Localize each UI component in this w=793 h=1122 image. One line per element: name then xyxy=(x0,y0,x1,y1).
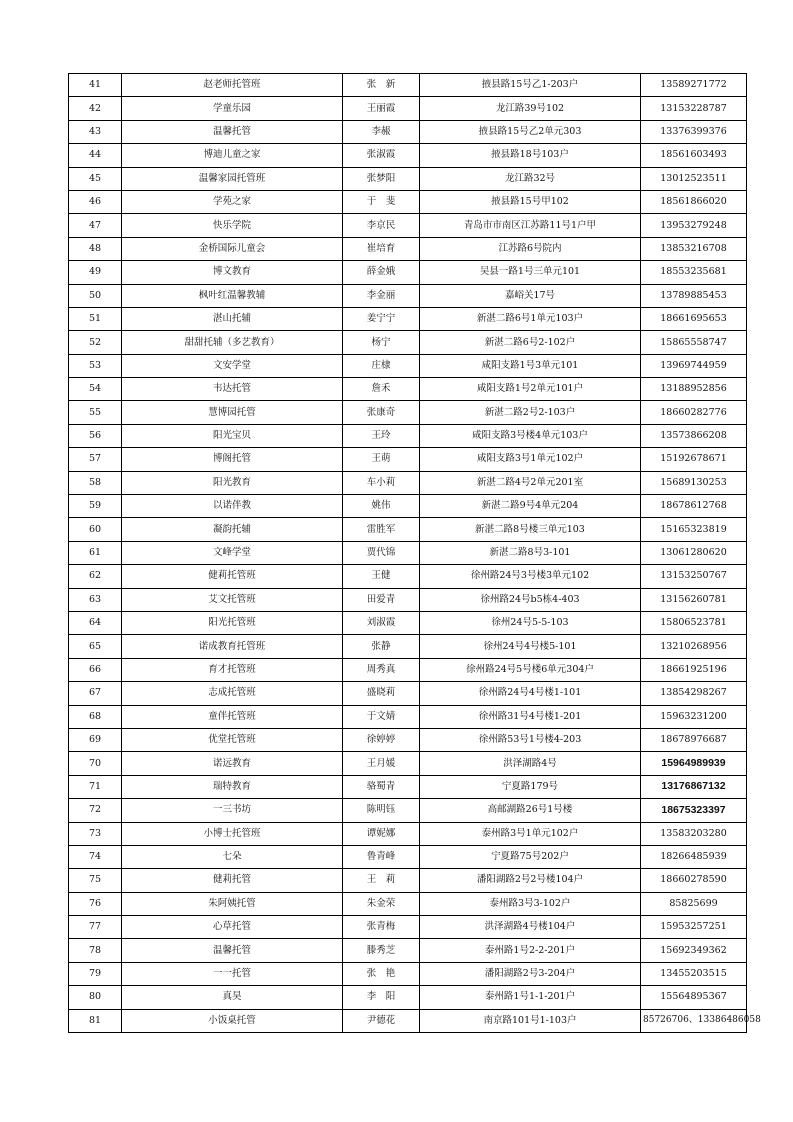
table-row xyxy=(69,120,747,143)
row-number-cell: 64 xyxy=(69,611,122,634)
institution-name-cell: 真昊 xyxy=(122,986,343,1009)
institution-name-cell: 甜甜托辅（多艺教育） xyxy=(122,331,343,354)
row-number-cell: 63 xyxy=(69,588,122,611)
table-row xyxy=(69,378,747,401)
phone-number-cell: 18678612768 xyxy=(641,495,747,518)
phone-number-cell: 13853216708 xyxy=(641,237,747,260)
phone-number-cell: 13188952856 xyxy=(641,378,747,401)
contact-person-cell: 张 艳 xyxy=(343,962,420,985)
phone-number-cell: 13573866208 xyxy=(641,424,747,447)
row-number-cell: 66 xyxy=(69,658,122,681)
address-cell: 泰州路1号2-2-201户 xyxy=(420,939,641,962)
phone-number-cell: 18661695653 xyxy=(641,307,747,330)
phone-number-cell: 13455203515 xyxy=(641,962,747,985)
address-cell: 掖县路15号甲102 xyxy=(420,190,641,213)
address-cell: 掖县路15号乙2单元303 xyxy=(420,120,641,143)
contact-person-cell: 李赧 xyxy=(343,120,420,143)
address-cell: 潘阳湖路2号2号楼104户 xyxy=(420,869,641,892)
contact-person-cell: 李金丽 xyxy=(343,284,420,307)
contact-person-cell: 王丽霞 xyxy=(343,97,420,120)
row-number-cell: 47 xyxy=(69,214,122,237)
table-row xyxy=(69,144,747,167)
phone-number-cell: 85726706、13386486058 xyxy=(641,1009,747,1032)
institution-name-cell: 慧博园托管 xyxy=(122,401,343,424)
institution-name-cell: 阳光教育 xyxy=(122,471,343,494)
phone-number-cell: 15964989939 xyxy=(641,752,747,775)
address-cell: 徐州24号4号楼5-101 xyxy=(420,635,641,658)
institution-name-cell: 心草托管 xyxy=(122,916,343,939)
table-row xyxy=(69,167,747,190)
institution-name-cell: 诺成教育托管班 xyxy=(122,635,343,658)
table-row xyxy=(69,845,747,868)
institution-name-cell: 温馨托管 xyxy=(122,939,343,962)
contact-person-cell: 骆蜀青 xyxy=(343,775,420,798)
address-cell: 龙江路39号102 xyxy=(420,97,641,120)
phone-number-cell: 18561866020 xyxy=(641,190,747,213)
institution-name-cell: 博阁托管 xyxy=(122,448,343,471)
row-number-cell: 54 xyxy=(69,378,122,401)
table-row xyxy=(69,284,747,307)
phone-number-cell: 13156260781 xyxy=(641,588,747,611)
contact-person-cell: 姜宁宁 xyxy=(343,307,420,330)
table-row xyxy=(69,962,747,985)
row-number-cell: 78 xyxy=(69,939,122,962)
address-cell: 高邮湖路26号1号楼 xyxy=(420,799,641,822)
address-cell: 宁夏路179号 xyxy=(420,775,641,798)
roster-body xyxy=(69,74,761,1033)
row-number-cell: 53 xyxy=(69,354,122,377)
address-cell: 徐州24号5-5-103 xyxy=(420,611,641,634)
institution-name-cell: 温馨托管 xyxy=(122,120,343,143)
institution-name-cell: 湛山托辅 xyxy=(122,307,343,330)
row-number-cell: 73 xyxy=(69,822,122,845)
row-number-cell: 62 xyxy=(69,565,122,588)
phone-number-cell: 13176867132 xyxy=(641,775,747,798)
institution-name-cell: 文安学堂 xyxy=(122,354,343,377)
phone-number-cell: 15564895367 xyxy=(641,986,747,1009)
contact-person-cell: 詹禾 xyxy=(343,378,420,401)
institution-name-cell: 小饭桌托管 xyxy=(122,1009,343,1032)
phone-number-cell: 13153250767 xyxy=(641,565,747,588)
institution-name-cell: 金桥国际儿童会 xyxy=(122,237,343,260)
row-number-cell: 71 xyxy=(69,775,122,798)
institution-name-cell: 小博士托管班 xyxy=(122,822,343,845)
contact-person-cell: 周秀真 xyxy=(343,658,420,681)
phone-number-cell: 15692349362 xyxy=(641,939,747,962)
table-row xyxy=(69,471,747,494)
phone-number-cell: 13061280620 xyxy=(641,541,747,564)
address-cell: 新湛二路6号2-102户 xyxy=(420,331,641,354)
institution-name-cell: 博文教育 xyxy=(122,261,343,284)
row-number-cell: 74 xyxy=(69,845,122,868)
institution-name-cell: 一三书坊 xyxy=(122,799,343,822)
address-cell: 吴县一路1号三单元101 xyxy=(420,261,641,284)
address-cell: 咸阳支路1号2单元101户 xyxy=(420,378,641,401)
contact-person-cell: 王 莉 xyxy=(343,869,420,892)
phone-number-cell: 18660278590 xyxy=(641,869,747,892)
address-cell: 徐州路24号5号楼6单元304户 xyxy=(420,658,641,681)
row-number-cell: 57 xyxy=(69,448,122,471)
contact-person-cell: 朱金荣 xyxy=(343,892,420,915)
contact-person-cell: 贾代锦 xyxy=(343,541,420,564)
row-number-cell: 48 xyxy=(69,237,122,260)
address-cell: 新湛二路9号4单元204 xyxy=(420,495,641,518)
phone-number-cell: 13854298267 xyxy=(641,682,747,705)
address-cell: 泰州路3号3-102户 xyxy=(420,892,641,915)
institution-name-cell: 博迪儿童之家 xyxy=(122,144,343,167)
phone-number-cell: 13589271772 xyxy=(641,74,747,97)
institution-name-cell: 凝韵托辅 xyxy=(122,518,343,541)
table-row xyxy=(69,214,747,237)
address-cell: 龙江路32号 xyxy=(420,167,641,190)
phone-number-cell: 18675323397 xyxy=(641,799,747,822)
contact-person-cell: 王健 xyxy=(343,565,420,588)
contact-person-cell: 张静 xyxy=(343,635,420,658)
row-number-cell: 45 xyxy=(69,167,122,190)
address-cell: 新湛二路8号3-101 xyxy=(420,541,641,564)
address-cell: 新湛二路6号1单元103户 xyxy=(420,307,641,330)
phone-number-cell: 13376399376 xyxy=(641,120,747,143)
address-cell: 新湛二路2号2-103户 xyxy=(420,401,641,424)
row-number-cell: 65 xyxy=(69,635,122,658)
institution-name-cell: 健莉托管 xyxy=(122,869,343,892)
institution-name-cell: 育才托管班 xyxy=(122,658,343,681)
phone-number-cell: 13153228787 xyxy=(641,97,747,120)
institution-name-cell: 七朵 xyxy=(122,845,343,868)
row-number-cell: 69 xyxy=(69,728,122,751)
row-number-cell: 68 xyxy=(69,705,122,728)
address-cell: 新湛二路8号楼三单元103 xyxy=(420,518,641,541)
institution-name-cell: 阳光托管班 xyxy=(122,611,343,634)
table-row xyxy=(69,986,747,1009)
row-number-cell: 49 xyxy=(69,261,122,284)
contact-person-cell: 杨宁 xyxy=(343,331,420,354)
phone-number-cell: 13953279248 xyxy=(641,214,747,237)
contact-person-cell: 刘淑霞 xyxy=(343,611,420,634)
institution-name-cell: 快乐学院 xyxy=(122,214,343,237)
contact-person-cell: 张康奇 xyxy=(343,401,420,424)
row-number-cell: 41 xyxy=(69,74,122,97)
contact-person-cell: 张青梅 xyxy=(343,916,420,939)
row-number-cell: 58 xyxy=(69,471,122,494)
contact-person-cell: 田爱青 xyxy=(343,588,420,611)
row-number-cell: 75 xyxy=(69,869,122,892)
phone-number-cell: 18661925196 xyxy=(641,658,747,681)
phone-number-cell: 15963231200 xyxy=(641,705,747,728)
address-cell: 洪泽湖路4号 xyxy=(420,752,641,775)
contact-person-cell: 车小莉 xyxy=(343,471,420,494)
contact-person-cell: 滕秀芝 xyxy=(343,939,420,962)
institution-name-cell: 赵老师托管班 xyxy=(122,74,343,97)
table-row xyxy=(69,799,747,822)
table-row xyxy=(69,401,747,424)
table-row xyxy=(69,354,747,377)
address-cell: 徐州路24号b5栋4-403 xyxy=(420,588,641,611)
phone-number-cell: 15165323819 xyxy=(641,518,747,541)
phone-number-cell: 18561603493 xyxy=(641,144,747,167)
row-number-cell: 80 xyxy=(69,986,122,1009)
table-row xyxy=(69,939,747,962)
table-row xyxy=(69,822,747,845)
contact-person-cell: 鲁青峰 xyxy=(343,845,420,868)
address-cell: 南京路101号1-103户 xyxy=(420,1009,641,1032)
institution-name-cell: 童伴托管班 xyxy=(122,705,343,728)
address-cell: 青岛市市南区江苏路11号1户甲 xyxy=(420,214,641,237)
phone-number-cell: 13969744959 xyxy=(641,354,747,377)
address-cell: 掖县路18号103户 xyxy=(420,144,641,167)
row-number-cell: 77 xyxy=(69,916,122,939)
phone-number-cell: 13583203280 xyxy=(641,822,747,845)
address-cell: 徐州路53号1号楼4-203 xyxy=(420,728,641,751)
row-number-cell: 43 xyxy=(69,120,122,143)
contact-person-cell: 李京民 xyxy=(343,214,420,237)
table-row xyxy=(69,495,747,518)
contact-person-cell: 盛晓莉 xyxy=(343,682,420,705)
address-cell: 徐州路31号4号楼1-201 xyxy=(420,705,641,728)
institution-name-cell: 学童乐园 xyxy=(122,97,343,120)
phone-number-cell: 18660282776 xyxy=(641,401,747,424)
address-cell: 宁夏路75号202户 xyxy=(420,845,641,868)
row-number-cell: 81 xyxy=(69,1009,122,1032)
institution-name-cell: 学苑之家 xyxy=(122,190,343,213)
address-cell: 咸阳支路3号1单元102户 xyxy=(420,448,641,471)
contact-person-cell: 张淑霞 xyxy=(343,144,420,167)
table-row xyxy=(69,892,747,915)
contact-person-cell: 雷胜军 xyxy=(343,518,420,541)
phone-number-cell: 15192678671 xyxy=(641,448,747,471)
address-cell: 咸阳支路3号楼4单元103户 xyxy=(420,424,641,447)
address-cell: 徐州路24号4号楼1-101 xyxy=(420,682,641,705)
phone-number-cell: 13012523511 xyxy=(641,167,747,190)
row-number-cell: 52 xyxy=(69,331,122,354)
row-number-cell: 42 xyxy=(69,97,122,120)
address-cell: 咸阳支路1号3单元101 xyxy=(420,354,641,377)
row-number-cell: 56 xyxy=(69,424,122,447)
table-row xyxy=(69,869,747,892)
table-row xyxy=(69,541,747,564)
table-row xyxy=(69,611,747,634)
contact-person-cell: 庄棣 xyxy=(343,354,420,377)
row-number-cell: 72 xyxy=(69,799,122,822)
phone-number-cell: 18266485939 xyxy=(641,845,747,868)
row-number-cell: 76 xyxy=(69,892,122,915)
table-row xyxy=(69,916,747,939)
address-cell: 江苏路6号院内 xyxy=(420,237,641,260)
phone-number-cell: 15806523781 xyxy=(641,611,747,634)
institution-name-cell: 韦达托管 xyxy=(122,378,343,401)
institution-name-cell: 温馨家园托管班 xyxy=(122,167,343,190)
row-number-cell: 61 xyxy=(69,541,122,564)
table-row xyxy=(69,190,747,213)
table-row xyxy=(69,97,747,120)
address-cell: 新湛二路4号2单元201室 xyxy=(420,471,641,494)
contact-person-cell: 王玲 xyxy=(343,424,420,447)
institution-name-cell: 阳光宝贝 xyxy=(122,424,343,447)
phone-number-cell: 13210268956 xyxy=(641,635,747,658)
address-cell: 洪泽湖路4号楼104户 xyxy=(420,916,641,939)
contact-person-cell: 王月媛 xyxy=(343,752,420,775)
table-row xyxy=(69,635,747,658)
contact-person-cell: 李 阳 xyxy=(343,986,420,1009)
address-cell: 泰州路1号1-1-201户 xyxy=(420,986,641,1009)
table-row xyxy=(69,1009,747,1032)
row-number-cell: 67 xyxy=(69,682,122,705)
institution-name-cell: 文峰学堂 xyxy=(122,541,343,564)
contact-person-cell: 于 斐 xyxy=(343,190,420,213)
phone-number-cell: 15689130253 xyxy=(641,471,747,494)
phone-number-cell: 85825699 xyxy=(641,892,747,915)
table-row xyxy=(69,74,747,97)
contact-person-cell: 于文婧 xyxy=(343,705,420,728)
institution-name-cell: 志成托管班 xyxy=(122,682,343,705)
table-row xyxy=(69,705,747,728)
institution-name-cell: 枫叶红温馨教辅 xyxy=(122,284,343,307)
address-cell: 掖县路15号乙1-203户 xyxy=(420,74,641,97)
phone-number-cell: 15953257251 xyxy=(641,916,747,939)
phone-number-cell: 13789885453 xyxy=(641,284,747,307)
institution-name-cell: 诺远教育 xyxy=(122,752,343,775)
row-number-cell: 46 xyxy=(69,190,122,213)
row-number-cell: 44 xyxy=(69,144,122,167)
table-row xyxy=(69,565,747,588)
table-row xyxy=(69,728,747,751)
row-number-cell: 51 xyxy=(69,307,122,330)
table-row xyxy=(69,658,747,681)
table-row xyxy=(69,307,747,330)
contact-person-cell: 徐婷婷 xyxy=(343,728,420,751)
contact-person-cell: 张 新 xyxy=(343,74,420,97)
institution-name-cell: 健莉托管班 xyxy=(122,565,343,588)
table-row xyxy=(69,261,747,284)
table-row xyxy=(69,237,747,260)
contact-person-cell: 崔培育 xyxy=(343,237,420,260)
row-number-cell: 50 xyxy=(69,284,122,307)
phone-number-cell: 18553235681 xyxy=(641,261,747,284)
roster-table xyxy=(68,73,761,1033)
row-number-cell: 59 xyxy=(69,495,122,518)
institution-name-cell: 艾文托管班 xyxy=(122,588,343,611)
row-number-cell: 55 xyxy=(69,401,122,424)
table-row xyxy=(69,518,747,541)
institution-name-cell: 优堂托管班 xyxy=(122,728,343,751)
institution-name-cell: 以诺伴教 xyxy=(122,495,343,518)
table-row xyxy=(69,682,747,705)
phone-number-cell: 15865558747 xyxy=(641,331,747,354)
table-row xyxy=(69,424,747,447)
contact-person-cell: 谭妮娜 xyxy=(343,822,420,845)
institution-name-cell: 朱阿姨托管 xyxy=(122,892,343,915)
row-number-cell: 70 xyxy=(69,752,122,775)
contact-person-cell: 陈明钰 xyxy=(343,799,420,822)
row-number-cell: 79 xyxy=(69,962,122,985)
contact-person-cell: 薛金娥 xyxy=(343,261,420,284)
contact-person-cell: 尹德花 xyxy=(343,1009,420,1032)
row-number-cell: 60 xyxy=(69,518,122,541)
phone-number-cell: 18678976687 xyxy=(641,728,747,751)
address-cell: 嘉峪关17号 xyxy=(420,284,641,307)
institution-name-cell: 瑞特教育 xyxy=(122,775,343,798)
table-row xyxy=(69,775,747,798)
contact-person-cell: 姚伟 xyxy=(343,495,420,518)
institution-name-cell: 一一托管 xyxy=(122,962,343,985)
table-row xyxy=(69,331,747,354)
contact-person-cell: 张梦阳 xyxy=(343,167,420,190)
table-row xyxy=(69,588,747,611)
address-cell: 徐州路24号3号楼3单元102 xyxy=(420,565,641,588)
address-cell: 潘阳湖路2号3-204户 xyxy=(420,962,641,985)
contact-person-cell: 王萌 xyxy=(343,448,420,471)
address-cell: 泰州路3号1单元102户 xyxy=(420,822,641,845)
table-row xyxy=(69,448,747,471)
table-row xyxy=(69,752,747,775)
